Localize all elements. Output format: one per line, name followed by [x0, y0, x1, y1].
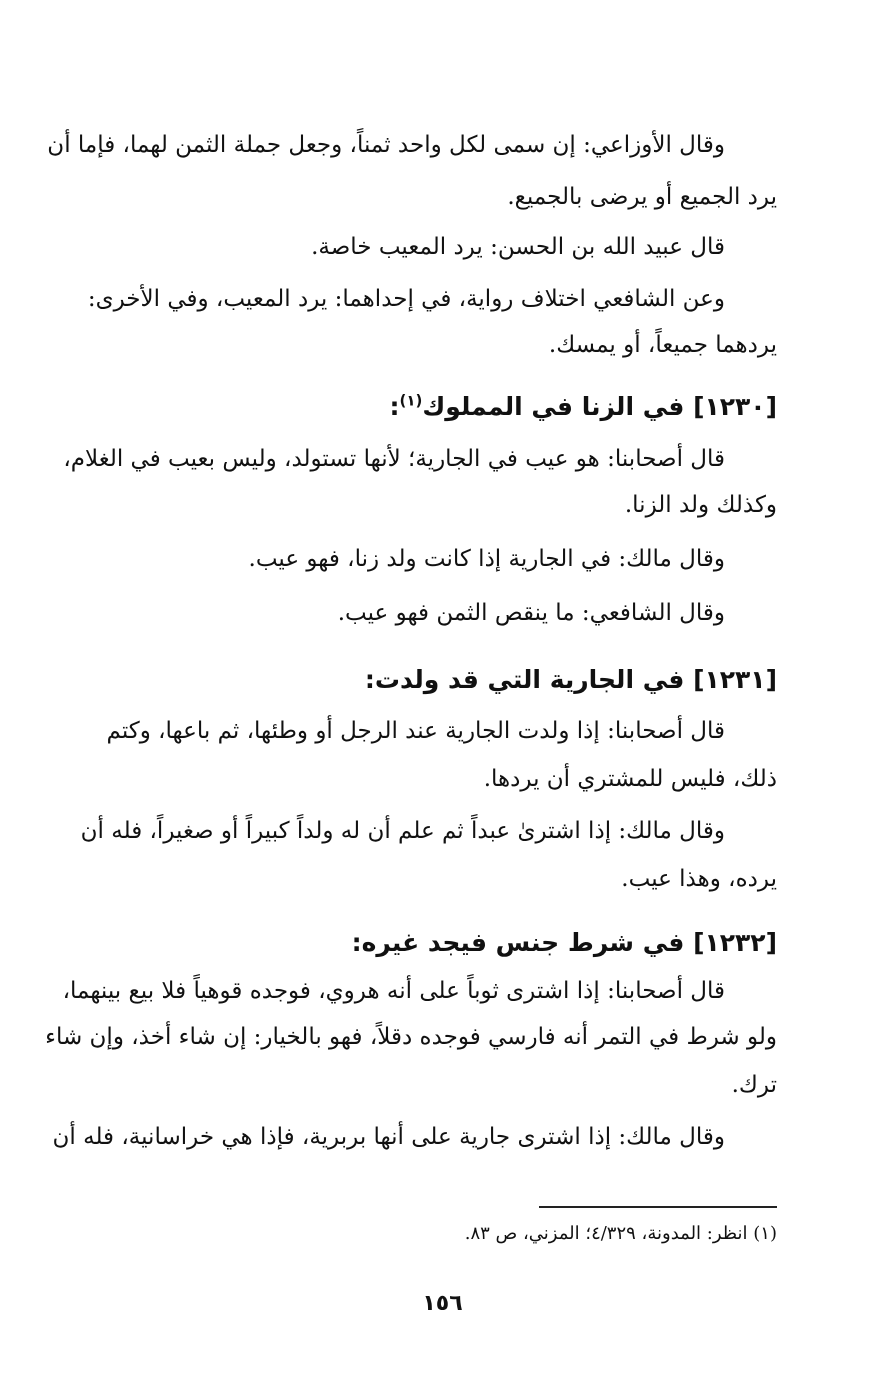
text-line: وعن الشافعي اختلاف رواية، في إحداهما: يرد المعيب، وفي الأخرى:	[87, 286, 725, 312]
footnote: (١) انظر: المدونة، ٤/٣٢٩؛ المزني، ص ٨٣.	[464, 1223, 777, 1244]
footnote-divider	[539, 1206, 777, 1208]
section-heading-1231: [١٢٣١] في الجارية التي قد ولدت:	[364, 665, 777, 694]
heading-text: [١٢٣٠] في الزنا في المملوك	[422, 392, 777, 421]
text-line: وقال مالك: إذا اشترى جارية على أنها بربرية، فإذا هي خراسانية، فله أن	[52, 1124, 725, 1150]
footnote-reference: (١)	[399, 391, 423, 410]
section-heading-1232: [١٢٣٢] في شرط جنس فيجد غيره:	[351, 928, 777, 957]
text-line: يرد الجميع أو يرضى بالجميع.	[507, 184, 777, 210]
text-line: قال أصحابنا: إذا اشترى ثوباً على أنه هروي، فوجده قوهياً فلا بيع بينهما،	[62, 978, 725, 1004]
text-line: وقال الشافعي: ما ينقص الثمن فهو عيب.	[337, 600, 725, 626]
text-line: وقال مالك: في الجارية إذا كانت ولد زنا، فهو عيب.	[248, 546, 725, 572]
text-line: ولو شرط في التمر أنه فارسي فوجده دقلاً، فهو بالخيار: إن شاء أخذ، وإن شاء	[45, 1024, 777, 1050]
text-line: وقال مالك: إذا اشترىٰ عبداً ثم علم أن له ولداً كبيراً أو صغيراً، فله أن	[80, 818, 725, 844]
text-line: يردهما جميعاً، أو يمسك.	[548, 332, 777, 358]
heading-colon: :	[389, 392, 400, 421]
text-line: قال عبيد الله بن الحسن: يرد المعيب خاصة.	[311, 234, 725, 260]
text-line: ذلك، فليس للمشتري أن يردها.	[483, 766, 777, 792]
page-number: ١٥٦	[422, 1291, 463, 1316]
text-line: قال أصحابنا: هو عيب في الجارية؛ لأنها تستولد، وليس بعيب في الغلام،	[63, 446, 725, 472]
text-line: قال أصحابنا: إذا ولدت الجارية عند الرجل أو وطئها، ثم باعها، وكتم	[106, 718, 725, 744]
text-line: وقال الأوزاعي: إن سمى لكل واحد ثمناً، وجعل جملة الثمن لهما، فإما أن	[47, 132, 725, 158]
section-heading-1230	[107, 392, 777, 422]
text-line: ترك.	[731, 1072, 777, 1098]
text-line: يرده، وهذا عيب.	[621, 866, 777, 892]
text-line: وكذلك ولد الزنا.	[624, 492, 777, 518]
